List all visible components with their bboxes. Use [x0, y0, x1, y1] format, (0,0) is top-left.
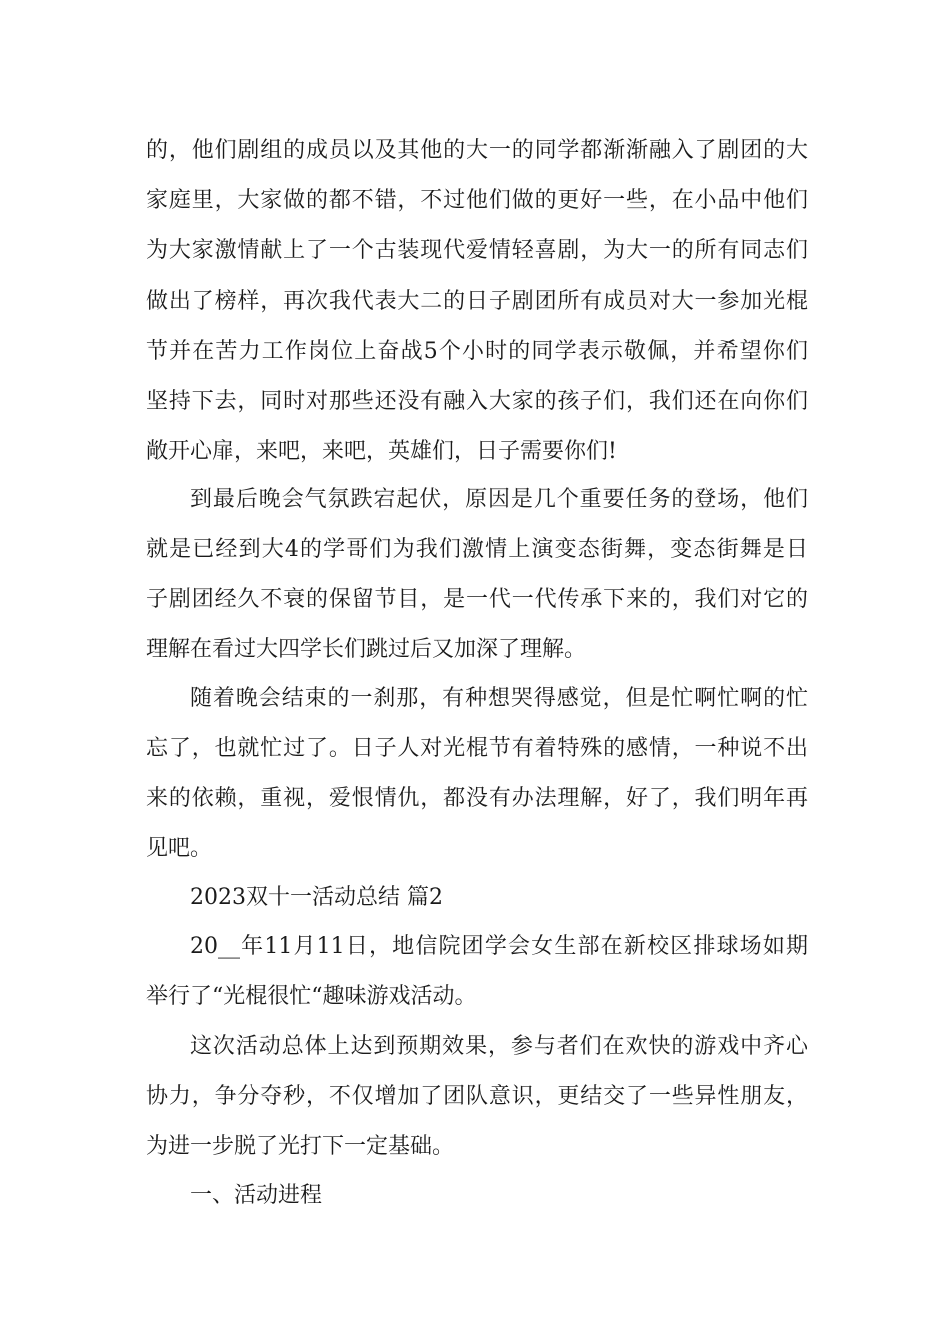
text-line: 随着晚会结束的一刹那，有种想哭得感觉，但是忙啊忙啊的忙: [190, 686, 808, 711]
text-line: 坚持下去，同时对那些还没有融入大家的孩子们，我们还在向你们: [146, 389, 808, 414]
text-line: 忘了，也就忙过了。日子人对光棍节有着特殊的感情，一种说不出: [146, 736, 808, 761]
text-line: 来的依赖，重视，爱恨情仇，都没有办法理解，好了，我们明年再: [146, 786, 808, 811]
text-line: 到最后晚会气氛跌宕起伏，原因是几个重要任务的登场，他们: [190, 487, 808, 512]
text-line: 为大家激情献上了一个古装现代爱情轻喜剧，为大一的所有同志们: [146, 238, 808, 263]
section-heading: 2023双十一活动总结 篇2: [190, 885, 443, 910]
text-line: 家庭里，大家做的都不错，不过他们做的更好一些，在小品中他们: [146, 188, 808, 213]
text-line: 这次活动总体上达到预期效果，参与者们在欢快的游戏中齐心: [190, 1034, 808, 1059]
section-heading: 一、活动进程: [190, 1183, 323, 1208]
text-line: 节并在苦力工作岗位上奋战5个小时的同学表示敬佩，并希望你们: [146, 339, 808, 364]
text-line: 的，他们剧组的成员以及其他的大一的同学都渐渐融入了剧团的大: [146, 138, 808, 163]
text-line: 20__年11月11日，地信院团学会女生部在新校区排球场如期: [190, 934, 808, 959]
text-line: 为进一步脱了光打下一定基础。: [146, 1134, 455, 1159]
text-line: 理解在看过大四学长们跳过后又加深了理解。: [146, 637, 587, 662]
text-line: 协力，争分夺秒，不仅增加了团队意识，更结交了一些异性朋友，: [146, 1084, 808, 1109]
text-line: 做出了榜样，再次我代表大二的日子剧团所有成员对大一参加光棍: [146, 289, 808, 314]
text-line: 就是已经到大4的学哥们为我们激情上演变态街舞，变态街舞是日: [146, 537, 808, 562]
text-line: 敞开心扉，来吧，来吧，英雄们，日子需要你们!: [146, 439, 617, 464]
text-line: 举行了“光棍很忙“趣味游戏活动。: [146, 984, 477, 1009]
text-line: 见吧。: [146, 836, 213, 861]
text-line: 子剧团经久不衰的保留节目，是一代一代传承下来的，我们对它的: [146, 587, 808, 612]
